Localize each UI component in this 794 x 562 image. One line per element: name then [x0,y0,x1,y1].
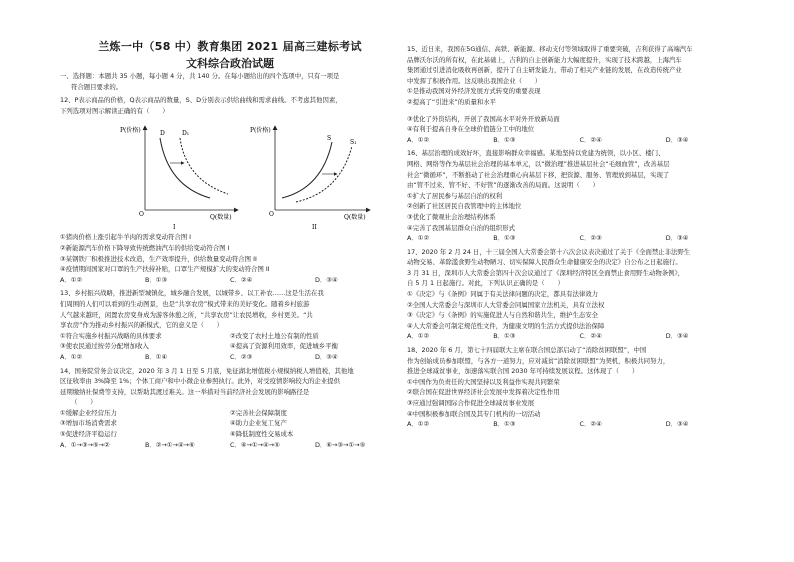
q18-item: ④中国积极参加联合国及其专门机构的一切活动 [407,409,541,418]
q13-item: ①符合实施乡村振兴战略的具体要求 [60,331,162,340]
q15-item: ②提高了“引进来”的质量和水平 [407,97,497,106]
q12-item: ②新能源汽车价格下降导致传统燃油汽车的供给变动符合图 I [60,243,230,252]
q17-option-d: D．③④ [665,332,689,341]
q16-options [407,233,752,244]
q16-option-a: A．①② [407,234,430,243]
q12-options [60,275,400,286]
question-15-stem: 15、近日来，我国在5G通信、高铁、新能源、移动支付等领域取得了重要突破，吉利获得了高端汽车 [407,45,693,53]
q18-option-c: C．②④ [579,420,602,429]
question-18-stem: 作为创始成员参加联盟，与各方一道努力，应对减贫“消除贫困联盟”为契机，积极共同努力， [407,356,670,365]
q14-item: ②完善社会保障制度 [230,408,287,417]
q14-items-row [60,408,400,419]
question-14-stem: 14、国务院常务会议决定，2020 年 3 月 1 日至 5 月底，免征湖北增值税小规模纳税人增值税，其他地 [60,366,354,375]
q15-options [407,135,752,146]
section-instructions-cont: 符合题目要求的。 [71,82,123,91]
question-16-stem: 16、基层治理的成效好坏，直接影响群众幸福感。某地坚持以党建为统领，以小区、楼门、 [407,149,665,158]
q18-option-b: B．①③ [493,420,516,429]
q13-items-row [60,331,400,342]
q13-item: ②改变了农村土地公有制的性质 [230,331,319,340]
q18-options [407,419,752,430]
question-18-stem: 18、2020 年 6 月，第七十四届联大主席在联合国总部启动了“消除贫困联盟”，中国 [407,346,647,355]
question-15-stem: 品牌沃尔沃的所有权，在此基础上，吉利的自主创新能力大幅度提升，实现了技术跨越，上海汽车 [407,55,682,64]
question-17-stem: 3 月 31 日，深圳市人大常委会第四十次会议通过了《深圳经济特区全面禁止食用野生动物条例》， [407,268,685,277]
q13-option-b: B．①④ [145,352,168,361]
q17-option-a: A．①② [407,332,430,341]
graph1-caption: I [173,224,176,231]
graph1-curve-d1 [180,138,228,194]
graph1-d1-label: D₁ [182,130,190,138]
q14-item: ③增加市场消费需求 [60,419,117,428]
q15-option-b: B．①③ [493,135,516,144]
question-12-stem: 12、P表示商品的价格，Q表示商品的数量，S、D分别表示供给曲线和需求曲线。不考虑其他因素， [60,96,342,105]
graph2-caption: II [312,224,317,231]
question-15-stem: 集团通过引进消化吸收再创新，提升了自主研发能力，带动了相关产业链的发展，在改造传统产业 [407,66,682,75]
q12-option-d: D．③④ [315,275,338,284]
q14-option-a: A．①→③→⑤→② [60,440,110,449]
graph1-y-label: P(价格) [120,127,141,135]
graph1-curve-d [160,138,210,198]
question-12-stem-cont: 下列选项对图示解读正确的有（ ） [60,106,169,115]
q14-item: ④助力企业复工复产 [230,419,287,428]
q15-item: ③优化了外资结构，开创了我国高水平对外开放新局面 [407,114,560,123]
q15-item: ④有利于提高自身在全球价值链分工中的地位 [407,125,535,134]
question-13-stem: 人气越来越旺，闲置农房变身成为游客休憩之所，“共享农房”让农民增收，乡村更美。“共 [60,310,313,319]
q14-item: ⑤促进经济平稳运行 [60,430,117,439]
graph-demand-shift [120,126,238,230]
section-instructions: 一、选择题：本题共 35 小题，每小题 4 分，共 140 分。在每小题给出的四个选项中，只有一项是 [60,72,340,80]
left-column [60,71,400,450]
graph2-s-label: S [327,135,332,143]
q13-option-c: C．②③ [230,352,253,361]
question-16-stem: 网格、网络等作为基层社会治理的基本单元，以“微治理”推进基层社会“毛细血管”，改善基层 [407,159,670,168]
q16-item: ④完善了我国基层群众自治的组织形式 [407,223,515,232]
question-13-stem: 13、乡村振兴战略，推进新型城镇化，城乡融合发展，以城带乡、以工补农……这是生活在我 [60,289,324,298]
question-16-stem: 社会“微循环”，不断推动了社会治理重心向基层下移，把资源、服务、管理放到基层，实现了 [407,170,670,179]
right-column [407,44,752,430]
q17-item: ①《决定》与《条例》同属于有关法律问题的决定，都具有法律效力 [407,290,599,299]
question-17-stem: 自 5 月 1 日起施行。对此，下列认识正确的是（ ） [407,279,564,288]
q17-options [407,331,752,342]
q13-item: ③使农民通过按劳分配增加收入 [60,342,149,351]
exam-subtitle: 文科综合政治试题 [186,57,274,70]
graphs-svg [60,118,400,230]
graph2-s1-label: S₁ [350,139,357,147]
question-14-stem: 延期缴纳社保费等支持，以帮助其渡过难关。这一举措对当前经济社会发展的影响路径是 [60,387,310,396]
q12-option-b: B．①③ [145,275,168,284]
graph1-d-label: D [160,130,165,138]
q16-item: ③优化了微观社会治理结构体系 [407,212,496,221]
q13-item: ④提高了资源利用效率，促进城乡平衡 [230,342,338,351]
q12-item: ③某钢铁厂积极推进技术改造，生产效率提升，供给数量变动符合图 II [60,254,257,263]
graph1-origin: O [139,211,144,219]
question-18-stem: 推进全球减贫事业，加速落实联合国 2030 年可持续发展议程。这体现了（ ） [407,367,639,376]
exam-title: 兰炼一中（58 中）教育集团 2021 届高三建标考试 [98,40,362,53]
graph-supply-shift [250,126,370,230]
q17-option-b: B．①③ [493,332,516,341]
q17-item: ④人大常委会可制定规范性文件，为健康文明的生活方式提供法治保障 [407,321,605,330]
q18-item: ②联合国在促进世界经济社会发展中发挥着决定性作用 [407,388,560,397]
q12-option-c: C．②④ [230,275,253,284]
q16-item: ①扩大了居民参与基层自治的权利 [407,191,503,200]
q17-option-c: C．②④ [579,332,602,341]
graph2-x-label: Q(数量) [344,214,366,222]
q12-option-a: A．①② [60,275,83,284]
question-13-stem: 享农房”作为推动乡村振兴的新模式，它的意义是（ ） [60,321,224,330]
question-14-stem: 区征收率由 3%降至 1%；个体工商户和中小微企业参照执行。此外，对受疫情影响较大的企业提供 [60,377,340,386]
q17-item: ②全国人大常委会与深圳市人大常委会同属国家立法机关，具有立法权 [407,300,605,309]
question-17-stem: 17、2020 年 2 月 24 日，十三届全国人大常委会第十六次会议表决通过了关于《全面禁止非法野生 [407,247,691,256]
q16-option-c: C．②③ [579,234,602,243]
graph1-x-label: Q(数量) [210,214,232,222]
q18-item: ③应通过强调国际合作促进全球减贫事业发展 [407,399,535,407]
question-13-stem: 们周围的人们可以看到的生动图景，也是“共享农房”模式带来的美好变化。随着乡村旅游 [60,299,310,308]
q12-item: ④疫情期间国家对口罩的生产扶持补贴，口罩生产规模扩大的变动符合图 II [60,265,270,274]
q17-item: ③《决定》与《条例》的实施促进人与自然和谐共生，维护生态安全 [407,311,599,320]
q16-item: ②创新了社区居民自我管理中的主体地位 [407,202,522,211]
q14-items-row [60,418,400,429]
question-17-stem: 动物交易、革除滥食野生动物陋习、切实保障人民群众生命健康安全的决定》自公布之日起施行。 [407,258,682,267]
q15-option-a: A．①② [407,135,430,144]
q14-item: ①缓解企业经营压力 [60,408,117,417]
q15-option-d: D．③④ [665,135,689,144]
q18-item: ①中国作为负责任的大国坚持以及利益作实现共同繁荣 [407,377,560,386]
q14-options [60,440,400,451]
q13-option-d: D．③④ [315,352,338,361]
q15-option-c: C．②④ [579,135,602,144]
supply-demand-graphs [60,118,400,230]
q18-option-d: D．③④ [665,420,689,429]
q13-options [60,352,400,363]
q14-option-c: C．⑥→①→④→⑤ [230,440,280,449]
q18-option-a: A．①② [407,420,430,429]
question-16-stem: 由“管不过来、管不好、不好管”的逐渐改善的局面。这说明（ ） [407,181,599,190]
q16-option-d: D．③④ [665,234,689,243]
q16-option-b: B．①③ [493,234,516,243]
q14-items-row [60,429,400,440]
q15-item: ①是推动我国对外经济发展方式转变的重要表现 [407,87,541,96]
question-15-stem: 中发挥了积极作用。这反映出我国企业（ ） [407,76,542,85]
graph2-curve-s [282,142,332,198]
graph2-origin: O [269,211,274,219]
q14-item: ⑥降低制度性交易成本 [230,430,294,439]
q13-items-row [60,341,400,352]
q14-option-b: B．②→①→④→⑥ [145,440,195,449]
q12-item: ①猪肉价格上涨引起牛羊肉的需求变动符合图 I [60,233,192,242]
question-14-stem: （ ） [71,398,97,407]
q13-option-a: A．①② [60,352,83,361]
q14-option-d: D．⑥→③→①→⑤ [315,440,366,449]
graph2-y-label: P(价格) [250,127,271,135]
